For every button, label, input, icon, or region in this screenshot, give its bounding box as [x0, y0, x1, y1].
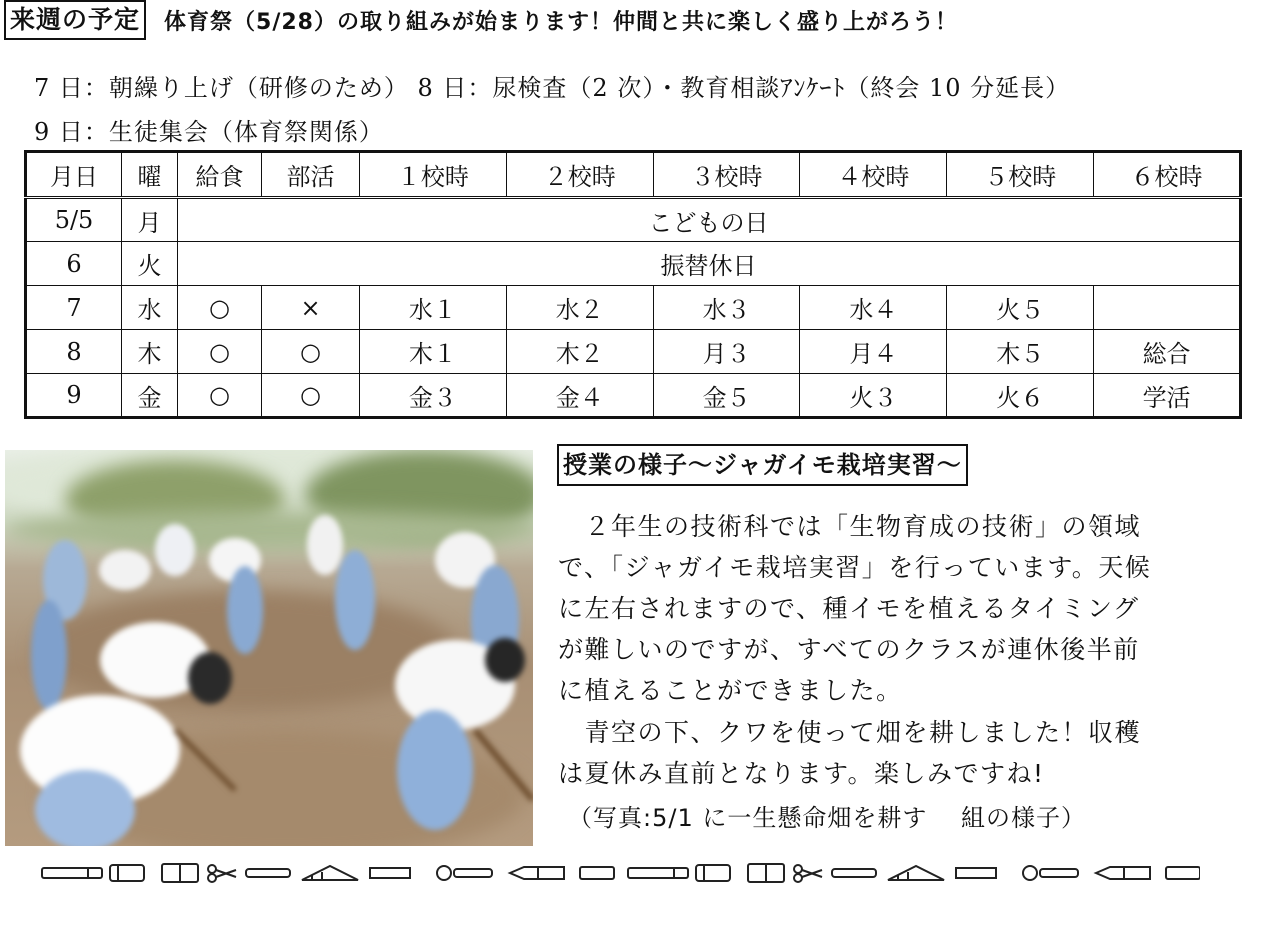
cell-period: 木１: [360, 330, 507, 374]
column-header: ６校時: [1094, 152, 1241, 198]
cell-lunch: ○: [178, 330, 262, 374]
cell-lunch: ○: [178, 374, 262, 418]
cell-date: 9: [26, 374, 122, 418]
schedule-table: [24, 150, 1242, 419]
cell-period: 学活: [1094, 374, 1241, 418]
cell-club: ○: [262, 330, 360, 374]
photo-caption: （写真:5/1 に一生懸命畑を耕す 組の様子）: [568, 804, 1086, 832]
cell-holiday: 振替休日: [178, 242, 1241, 286]
table-row: [26, 242, 1241, 286]
cell-period: 水２: [506, 286, 653, 330]
page-title: 来週の予定: [4, 0, 146, 40]
cell-period: 火３: [800, 374, 947, 418]
cell-date: 7: [26, 286, 122, 330]
cell-date: 5/5: [26, 198, 122, 242]
cell-period: 水３: [653, 286, 800, 330]
cell-holiday: こどもの日: [178, 198, 1241, 242]
cell-period: 火５: [947, 286, 1094, 330]
cell-period: 木２: [506, 330, 653, 374]
cell-day: 火: [122, 242, 178, 286]
column-header: 曜: [122, 152, 178, 198]
stationery-border-icon: [40, 860, 1200, 886]
column-header: ３校時: [653, 152, 800, 198]
paragraph-line: は夏休み直前となります。楽しみですね!: [558, 759, 1045, 788]
paragraph-line: に植えることができました。: [558, 676, 903, 705]
cell-period: 月３: [653, 330, 800, 374]
paragraph-line: で、「ジャガイモ栽培実習」を行っています。天候: [558, 553, 1152, 582]
cell-date: 6: [26, 242, 122, 286]
paragraph-line: 青空の下、クワを使って畑を耕しました！収穫: [558, 718, 1142, 747]
paragraph-2: [558, 712, 1248, 794]
cell-period: 金５: [653, 374, 800, 418]
cell-day: 月: [122, 198, 178, 242]
cell-period: 月４: [800, 330, 947, 374]
column-header: ５校時: [947, 152, 1094, 198]
cell-period: 金４: [506, 374, 653, 418]
header: [4, 0, 958, 40]
cell-day: 木: [122, 330, 178, 374]
cell-club: ○: [262, 374, 360, 418]
column-header: ２校時: [506, 152, 653, 198]
cell-period: 金３: [360, 374, 507, 418]
cell-period: 水４: [800, 286, 947, 330]
cell-day: 水: [122, 286, 178, 330]
cell-day: 金: [122, 374, 178, 418]
paragraph-line: が難しいのですが、すべてのクラスが連休後半前: [558, 635, 1140, 664]
notice-line-1: 7 日：朝繰り上げ（研修のため） 8 日：尿検査（2 次）・教育相談ｱﾝｹｰﾄ（終会 10 分延長）: [34, 74, 1071, 102]
cell-period: 木５: [947, 330, 1094, 374]
table-header-row: [26, 152, 1241, 198]
cell-date: 8: [26, 330, 122, 374]
paragraph-1: [558, 506, 1248, 711]
cell-period: [1094, 286, 1241, 330]
students-farming-photo: [5, 450, 533, 846]
paragraph-line: に左右されますので、種イモを植えるタイミング: [558, 594, 1140, 623]
headline: 体育祭（5/28）の取り組みが始まります！仲間と共に楽しく盛り上がろう！: [164, 9, 958, 35]
column-header: 部活: [262, 152, 360, 198]
table-row: [26, 198, 1241, 242]
cell-period: 火６: [947, 374, 1094, 418]
column-header: ４校時: [800, 152, 947, 198]
cell-period: 水１: [360, 286, 507, 330]
section-title: 授業の様子～ジャガイモ栽培実習～: [557, 444, 968, 486]
column-header: 月日: [26, 152, 122, 198]
table-row: [26, 330, 1241, 374]
table-row: [26, 286, 1241, 330]
cell-club: ×: [262, 286, 360, 330]
column-header: 給食: [178, 152, 262, 198]
notice-line-2: 9 日：生徒集会（体育祭関係）: [34, 118, 384, 146]
column-header: １校時: [360, 152, 507, 198]
table-row: [26, 374, 1241, 418]
paragraph-line: ２年生の技術科では「生物育成の技術」の領域: [558, 512, 1142, 541]
cell-period: 総合: [1094, 330, 1241, 374]
cell-lunch: ○: [178, 286, 262, 330]
